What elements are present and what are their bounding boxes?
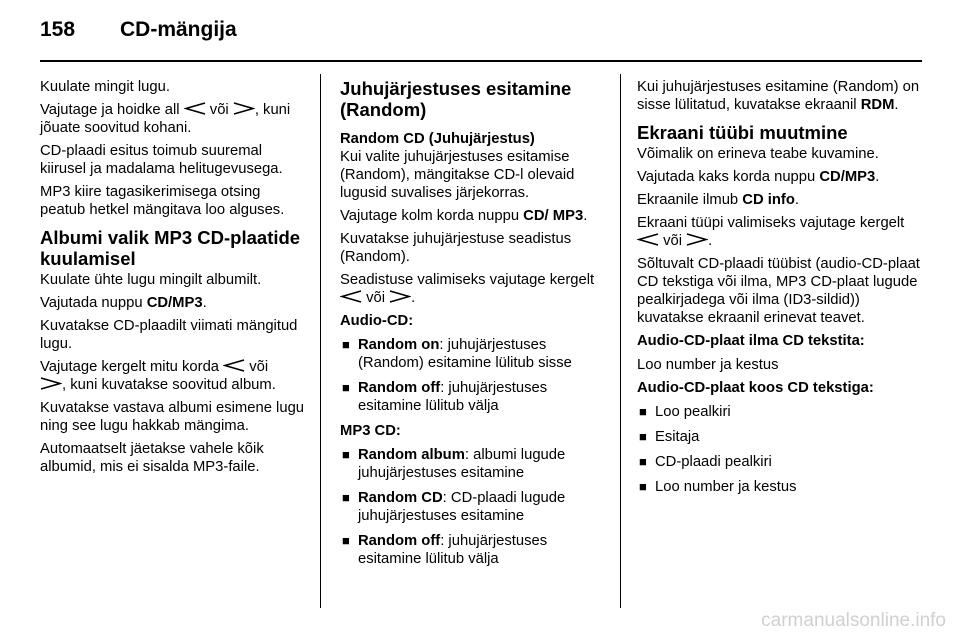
text: . [411, 290, 416, 306]
item-desc: : juhujärjestuses esitamine lülitub välja [358, 380, 548, 414]
item-term: Random off [358, 533, 441, 549]
text: . [894, 97, 899, 113]
text: Vajutage ja hoidke all [40, 102, 184, 118]
audio-cd-label [340, 312, 608, 330]
bullet-icon: ■ [342, 447, 350, 462]
text: Kui juhujärjestuses esitamine (Random) on sisse lülitatud, kuvatakse ekraanil [637, 79, 920, 113]
button-name: CD/MP3 [146, 295, 203, 311]
text: või [362, 290, 390, 306]
text: Ekraanile ilmub [637, 192, 743, 208]
list-item [637, 403, 925, 421]
label-text: Audio-CD-plaat ilma CD tekstita: [637, 333, 865, 349]
item-term: Random on [358, 337, 440, 353]
paragraph [637, 168, 925, 186]
label-text: Audio-CD-plaat koos CD tekstiga: [637, 380, 874, 396]
list-item [340, 532, 608, 568]
text: Ekraani tüüpi valimiseks vajutage kergelt [637, 215, 905, 231]
triangle-left-icon [637, 233, 659, 246]
audio-cd-list [340, 336, 608, 415]
text: , kuni jõuate soovitud kohani. [40, 102, 291, 136]
item-text: CD-plaadi pealkiri [655, 454, 772, 470]
column-3 [637, 78, 925, 503]
paragraph [340, 207, 608, 225]
triangle-right-icon [40, 377, 62, 390]
column-divider-2 [620, 74, 621, 608]
item-desc: : juhujärjestuses (Random) esitamine lülitub sisse [358, 337, 572, 371]
paragraph: Kuulate mingit lugu. [40, 79, 170, 95]
paragraph: Kui valite juhujärjestuses esitamise (Random), mängitakse CD-l olevaid lugusid suvalises järjekorras. [340, 149, 575, 201]
mp3-cd-label [340, 422, 608, 440]
text: Vajutage kergelt mitu korda [40, 359, 224, 375]
paragraph: CD-plaadi esitus toimub suuremal kiirusel ja madalama helitugevusega. [40, 143, 283, 177]
triangle-left-icon [184, 102, 206, 115]
text: Vajutada nuppu [40, 295, 147, 311]
paragraph [40, 101, 308, 137]
list-item [637, 428, 925, 446]
paragraph [40, 294, 308, 312]
label-text: Audio-CD: [340, 313, 414, 329]
bullet-icon: ■ [342, 490, 350, 505]
paragraph [637, 214, 925, 250]
item-text: Loo pealkiri [655, 404, 731, 420]
paragraph [637, 78, 925, 114]
text: . [875, 169, 880, 185]
text: . [202, 295, 207, 311]
text: või [659, 233, 687, 249]
text: või [205, 102, 233, 118]
paragraph [40, 358, 308, 394]
paragraph [637, 191, 925, 209]
triangle-right-icon [686, 233, 708, 246]
header-rule [40, 60, 922, 62]
item-desc: : albumi lugude juhujärjestuses esitamine [358, 447, 566, 481]
paragraph: Loo number ja kestus [637, 357, 779, 373]
bullet-icon: ■ [639, 454, 647, 469]
text: . [583, 208, 588, 224]
subheading-with-text [637, 379, 925, 397]
column-divider-1 [320, 74, 321, 608]
item-desc: : CD-plaadi lugude juhujärjestuses esitamine [358, 490, 566, 524]
text: Vajutada kaks korda nuppu [637, 169, 820, 185]
bullet-icon: ■ [342, 380, 350, 395]
bullet-icon: ■ [342, 533, 350, 548]
text: . [794, 192, 800, 208]
subheading-without-text [637, 332, 925, 350]
paragraph [340, 271, 608, 307]
cd-text-list [637, 403, 925, 496]
item-term: Random off [358, 380, 441, 396]
display-code: RDM [860, 97, 895, 113]
triangle-right-icon [233, 102, 255, 115]
button-name: CD/ MP3 [523, 208, 584, 224]
list-item [637, 453, 925, 471]
item-text: Loo number ja kestus [655, 479, 797, 495]
text: . [708, 233, 713, 249]
list-item [340, 379, 608, 415]
paragraph: Kuvatakse juhujärjestuse seadistus (Random). [340, 231, 572, 265]
triangle-right-icon [389, 290, 411, 303]
triangle-left-icon [223, 359, 245, 372]
text: Seadistuse valimiseks vajutage kergelt [340, 272, 595, 288]
paragraph: Kuvatakse vastava albumi esimene lugu ning see lugu hakkab mängima. [40, 400, 305, 434]
list-item [340, 446, 608, 482]
paragraph: Võimalik on erineva teabe kuvamine. [637, 146, 879, 162]
column-1 [40, 78, 308, 481]
paragraph: MP3 kiire tagasikerimisega otsing peatub hetkel mängitava loo alguses. [40, 184, 285, 218]
list-item [340, 489, 608, 525]
text: või [245, 359, 269, 375]
item-term: Random album [358, 447, 465, 463]
bullet-icon: ■ [342, 337, 350, 352]
paragraph: Sõltuvalt CD-plaadi tüübist (audio-CD-plaat CD tekstiga või ilma, MP3 CD-plaat lugude pealkirjadega või ilma (ID3-sildid)) kuvatakse ekraanil erinevat teavet. [637, 256, 920, 326]
page-title: CD-mängija [120, 18, 237, 41]
item-text: Esitaja [655, 429, 700, 445]
section-heading-album: Albumi valik MP3 CD-plaatide kuulamisel [40, 227, 301, 269]
section-heading-display: Ekraani tüübi muutmine [637, 122, 848, 143]
label-text: MP3 CD: [340, 423, 401, 439]
item-desc: : juhujärjestuses esitamine lülitub välja [358, 533, 548, 567]
text: Vajutage kolm korda nuppu [340, 208, 524, 224]
column-2 [340, 78, 608, 575]
triangle-left-icon [340, 290, 362, 303]
bullet-icon: ■ [639, 429, 647, 444]
paragraph: Automaatselt jäetakse vahele kõik albumid, mis ei sisalda MP3-faile. [40, 441, 264, 475]
bullet-icon: ■ [639, 479, 647, 494]
watermark: carmanualsonline.info [761, 610, 946, 631]
display-code: CD info [742, 192, 795, 208]
bullet-icon: ■ [639, 404, 647, 419]
text: , kuni kuvatakse soovitud album. [62, 377, 276, 393]
paragraph: Kuulate ühte lugu mingilt albumilt. [40, 272, 262, 288]
item-term: Random CD [358, 490, 443, 506]
list-item [340, 336, 608, 372]
subheading-random-cd: Random CD (Juhujärjestus) [340, 131, 535, 147]
section-heading-random: Juhujärjestuses esitamine (Random) [340, 78, 572, 120]
list-item [637, 478, 925, 496]
page-number: 158 [40, 18, 76, 41]
mp3-cd-list [340, 446, 608, 568]
paragraph: Kuvatakse CD-plaadilt viimati mängitud lugu. [40, 318, 298, 352]
button-name: CD/MP3 [819, 169, 876, 185]
